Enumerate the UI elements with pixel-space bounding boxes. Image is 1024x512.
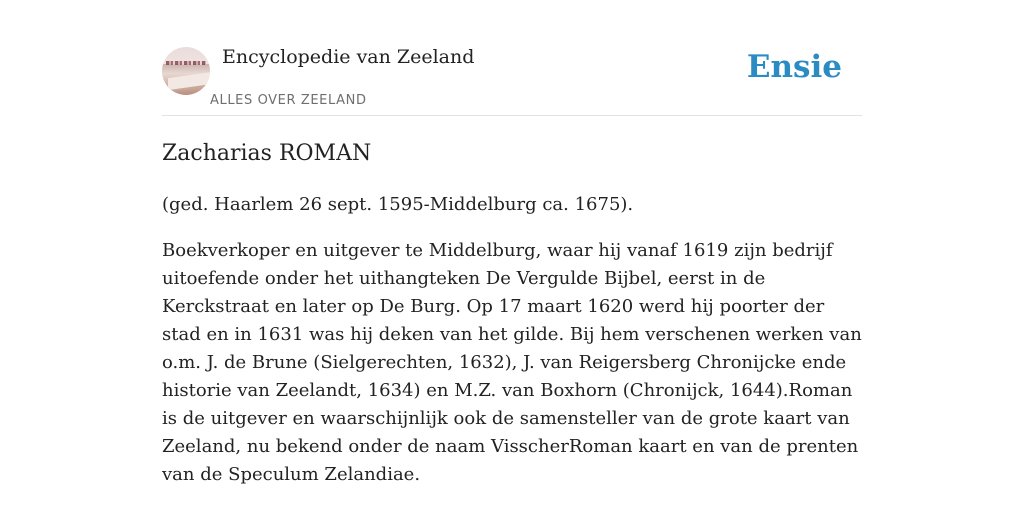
article-meta: (ged. Haarlem 26 sept. 1595-Middelburg ca. 1675). [162,194,634,215]
site-tagline: ALLES OVER ZEELAND [210,93,367,108]
site-name[interactable]: Encyclopedie van Zeeland [222,46,475,68]
avatar-open-book [168,72,210,90]
article-title: Zacharias ROMAN [162,141,372,166]
site-header [162,40,862,116]
article [162,138,862,489]
article-body: Boekverkoper en uitgever te Middelburg, waar hij vanaf 1619 zijn bedrijf uitoefende onder het uithangteken De Vergulde Bijbel, eerst in de Kerckstraat en later op De Burg. Op 17 maart 1620 werd hij poorter der stad en in 1631 was hij deken van het gilde. Bij hem verschenen werken van o.m. J. de Brune (Sielgerechten, 1632), J. van Reigersberg Chronijcke ende historie van Zeelandt, 1634) en M.Z. van Boxhorn (Chronijck, 1644).Roman is de uitgever en waarschijnlijk ook de samensteller van de grote kaart van Zeeland, nu bekend onder de naam VisscherRoman kaart en van de prenten van de Speculum Zelandiae. [162,240,862,485]
avatar-book-strip [166,61,206,65]
encyclopedia-avatar[interactable] [162,47,210,95]
ensie-logo-link[interactable]: Ensie [746,49,842,85]
